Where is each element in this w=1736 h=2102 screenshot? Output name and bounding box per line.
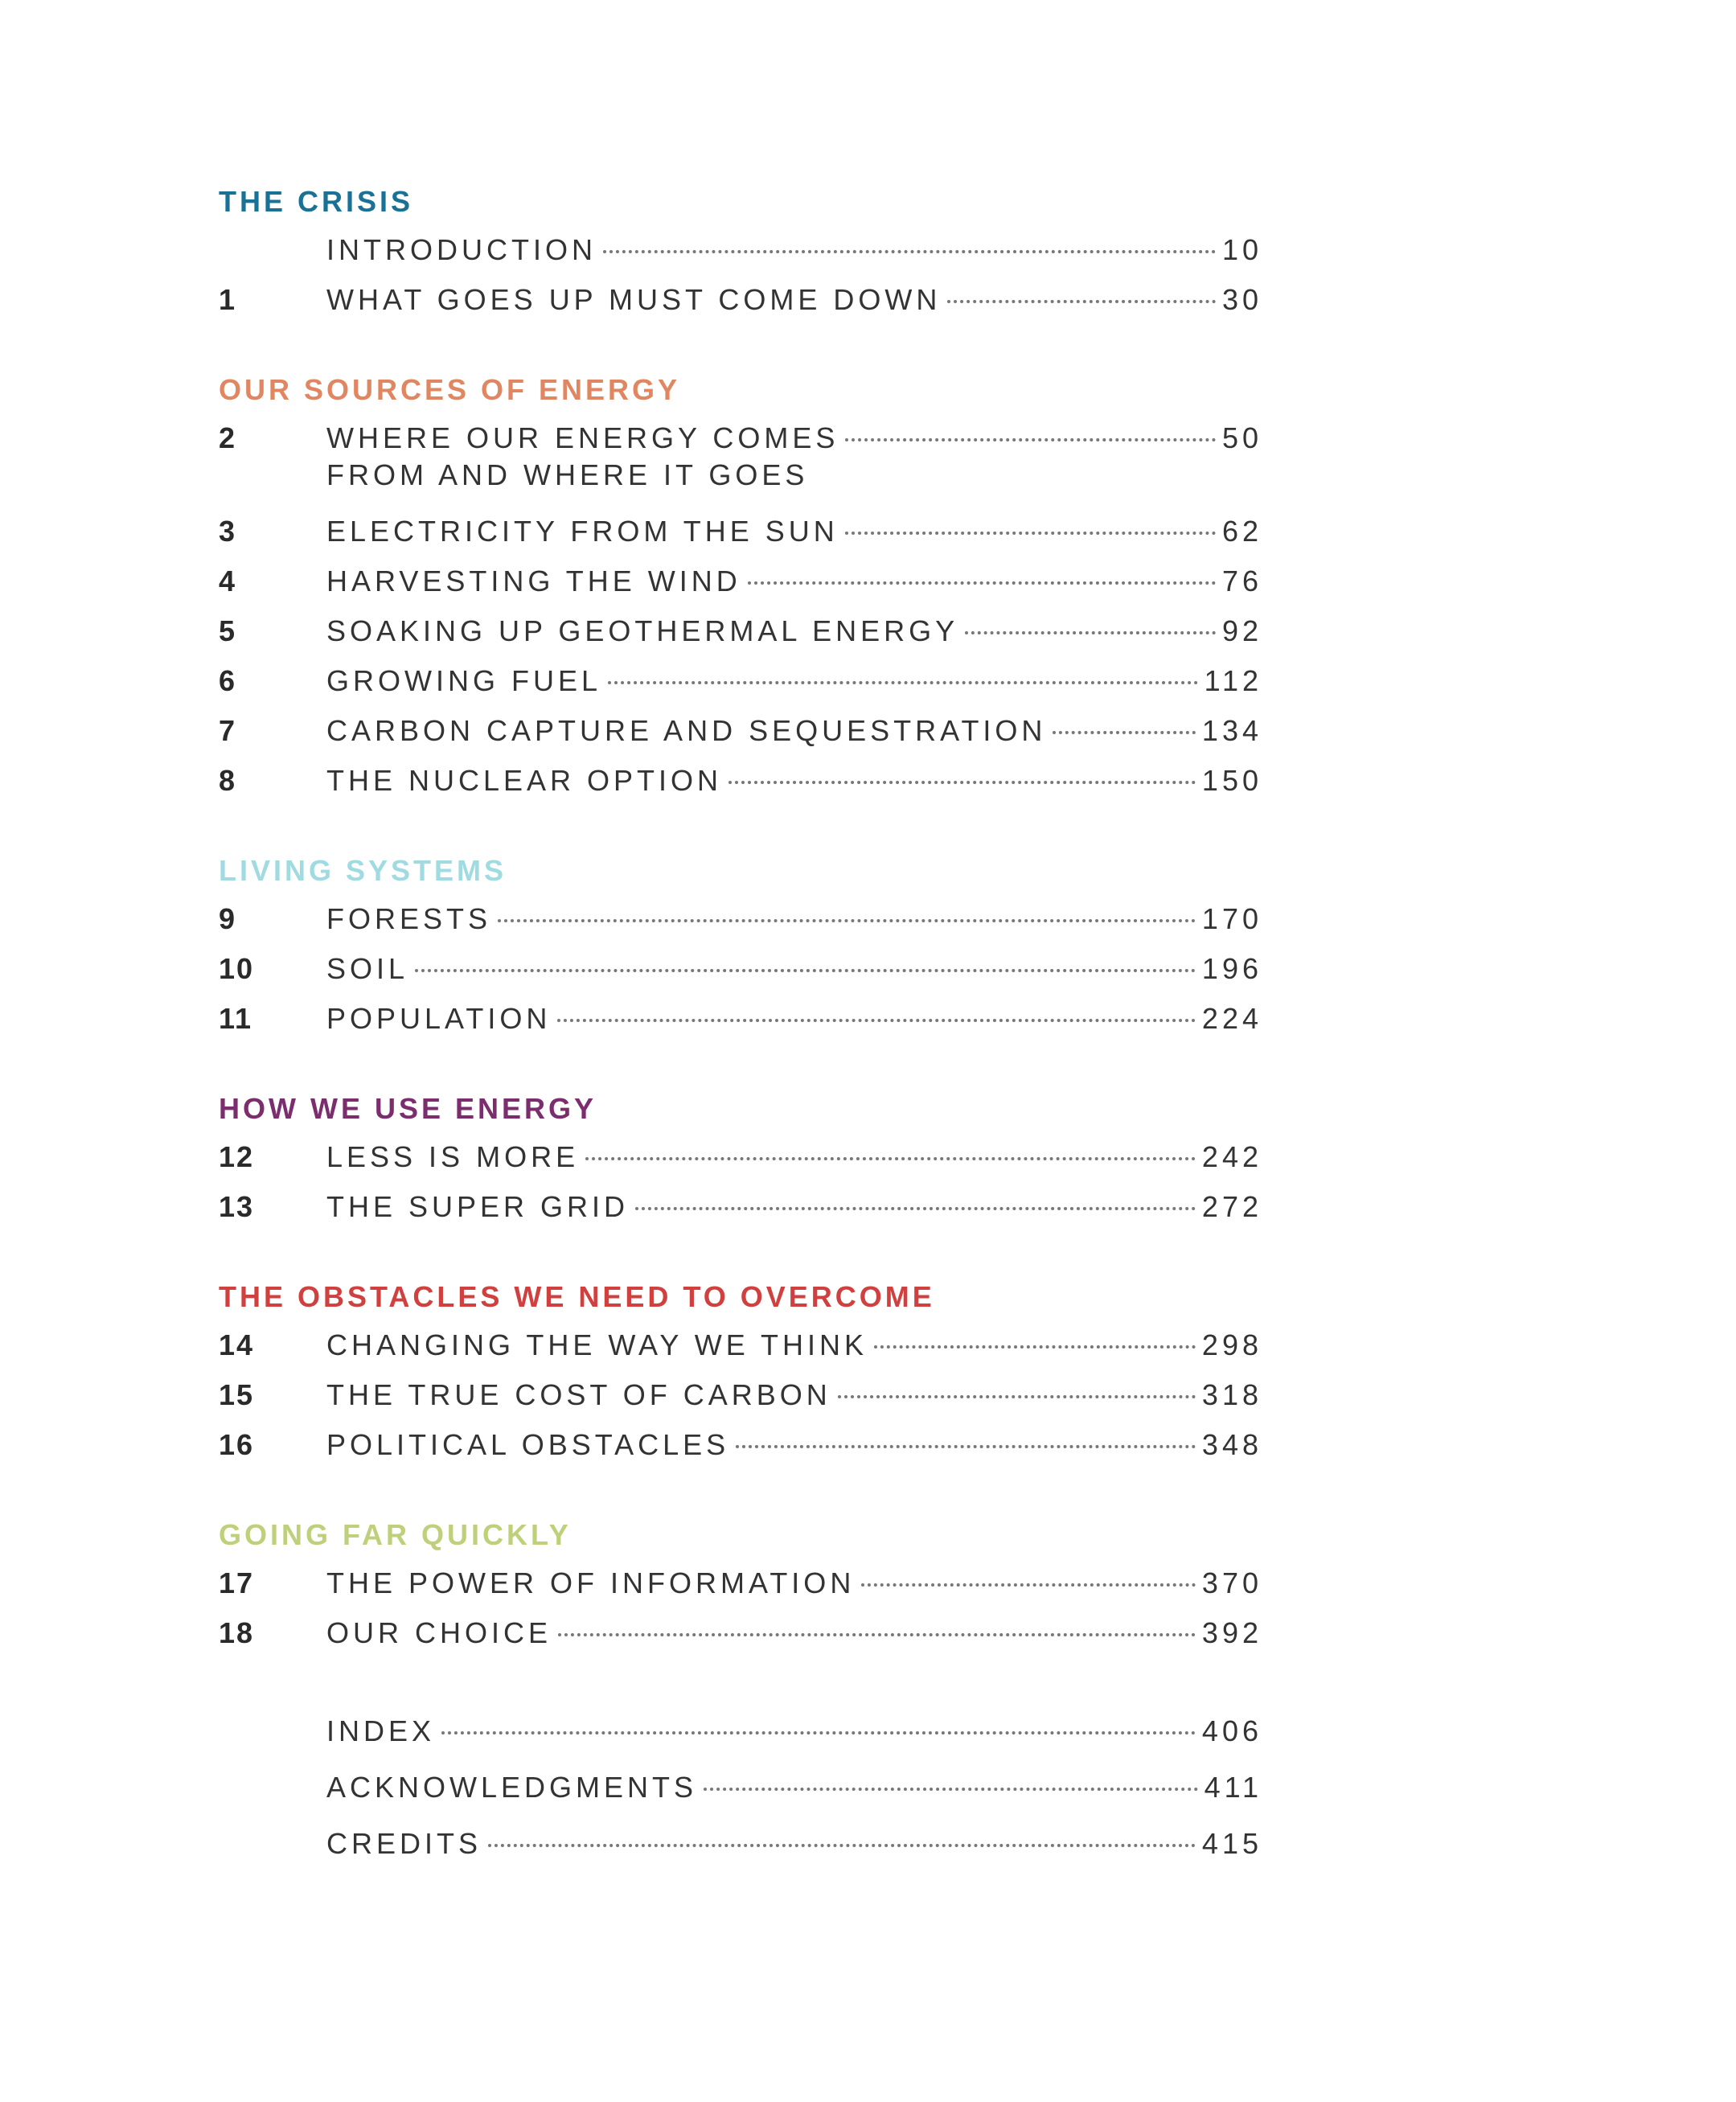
page-number: 10 [1221,233,1262,266]
toc-entry[interactable] [219,225,1262,275]
toc-entry[interactable] [219,1370,1262,1420]
chapter-title: HARVESTING THE WIND [326,565,741,597]
toc-entry[interactable] [219,944,1262,994]
chapter-number: 12 [219,1140,255,1173]
back-matter [219,1703,1262,1872]
page-number: 392 [1201,1616,1262,1649]
chapter-number: 4 [219,565,237,597]
section-living-systems [219,851,1262,1044]
page-number: 30 [1221,283,1262,316]
toc-entry[interactable] [219,706,1262,756]
page-number: 76 [1221,565,1262,597]
chapter-title: THE SUPER GRID [326,1190,630,1223]
dot-leader [608,681,1198,684]
toc-entry[interactable] [219,413,1262,457]
chapter-title: WHERE OUR ENERGY COMES [326,421,839,454]
chapter-number: 7 [219,714,237,747]
page-number: 92 [1221,614,1262,647]
section-the-crisis [219,182,1262,325]
chapter-number: 8 [219,764,237,797]
page-number: 298 [1201,1328,1262,1361]
toc-entry[interactable] [219,1320,1262,1370]
chapter-number: 15 [219,1378,255,1411]
page-number: 411 [1204,1771,1262,1804]
toc-entry-credits[interactable] [219,1816,1262,1872]
section-title: GOING FAR QUICKLY [219,1518,572,1551]
section-going-far-quickly [219,1515,1262,1658]
chapter-number: 1 [219,283,237,316]
chapter-number: 3 [219,515,237,548]
chapter-number: 10 [219,952,255,985]
chapter-number: 17 [219,1566,255,1599]
chapter-title: THE TRUE COST OF CARBON [326,1378,831,1411]
dot-leader [635,1207,1196,1210]
toc-entry[interactable] [219,894,1262,944]
chapter-title: OUR CHOICE [326,1616,552,1649]
chapter-title: POLITICAL OBSTACLES [326,1428,730,1461]
page-number: 348 [1201,1428,1262,1461]
chapter-number: 9 [219,902,237,935]
chapter-title: CHANGING THE WAY WE THINK [326,1328,868,1361]
dot-leader [558,1633,1196,1636]
toc-entry[interactable] [219,656,1262,706]
section-title: HOW WE USE ENERGY [219,1092,597,1125]
entry-title: ACKNOWLEDGMENTS [326,1771,698,1804]
dot-leader [861,1583,1196,1587]
dot-leader [965,631,1216,634]
chapter-title: ELECTRICITY FROM THE SUN [326,515,839,548]
toc-entry[interactable] [219,1182,1262,1232]
toc-entry[interactable] [219,756,1262,806]
page-number: 318 [1201,1378,1262,1411]
dot-leader [736,1445,1196,1448]
chapter-title: CARBON CAPTURE AND SEQUESTRATION [326,714,1047,747]
page-number: 272 [1201,1190,1262,1223]
section-title: THE CRISIS [219,185,414,218]
chapter-number: 6 [219,664,237,697]
section-our-sources-of-energy [219,370,1262,806]
page-number: 112 [1204,664,1262,697]
dot-leader [415,969,1196,972]
dot-leader [838,1395,1196,1398]
toc-entry-index[interactable] [219,1703,1262,1759]
page-number: 50 [1221,421,1262,454]
section-how-we-use-energy [219,1089,1262,1232]
section-title: LIVING SYSTEMS [219,854,507,887]
toc-entry[interactable] [219,606,1262,656]
page-number: 150 [1201,764,1262,797]
chapter-title: FORESTS [326,902,492,935]
page-number: 62 [1221,515,1262,548]
chapter-number: 18 [219,1616,255,1649]
toc-entry[interactable] [219,507,1262,556]
dot-leader [874,1345,1196,1349]
chapter-title: POPULATION [326,1002,552,1035]
chapter-title: SOAKING UP GEOTHERMAL ENERGY [326,614,959,647]
toc-entry[interactable] [219,1132,1262,1182]
toc-entry[interactable] [219,1558,1262,1608]
toc-entry[interactable] [219,1608,1262,1658]
dot-leader [704,1788,1198,1791]
section-title: OUR SOURCES OF ENERGY [219,373,681,406]
dot-leader [441,1731,1196,1735]
table-of-contents [219,182,1262,1917]
chapter-title: THE POWER OF INFORMATION [326,1566,856,1599]
chapter-title: GROWING FUEL [326,664,602,697]
section-title: THE OBSTACLES WE NEED TO OVERCOME [219,1280,935,1313]
dot-leader [488,1844,1196,1847]
page-number: 196 [1201,952,1262,985]
page-number: 406 [1201,1714,1262,1747]
chapter-title: LESS IS MORE [326,1140,580,1173]
dot-leader [498,919,1196,922]
chapter-number: 13 [219,1190,255,1223]
chapter-title-continued: FROM AND WHERE IT GOES [326,458,809,491]
page-number: 134 [1201,714,1262,747]
page-number: 370 [1201,1566,1262,1599]
chapter-number: 14 [219,1328,255,1361]
toc-entry-acknowledgments[interactable] [219,1759,1262,1816]
page-number: 415 [1201,1827,1262,1860]
dot-leader [748,581,1216,585]
page-number: 224 [1201,1002,1262,1035]
entry-title: INDEX [326,1714,436,1747]
toc-entry[interactable] [219,994,1262,1044]
chapter-number: 2 [219,421,237,454]
dot-leader [728,781,1196,784]
dot-leader [845,438,1216,441]
chapter-title: THE NUCLEAR OPTION [326,764,723,797]
chapter-number: 16 [219,1428,255,1461]
dot-leader [557,1019,1196,1022]
dot-leader [603,250,1216,253]
entry-title: CREDITS [326,1827,482,1860]
chapter-title: WHAT GOES UP MUST COME DOWN [326,283,942,316]
toc-entry[interactable] [219,1420,1262,1470]
dot-leader [845,532,1216,535]
dot-leader [1053,731,1195,734]
chapter-number: 11 [219,1002,253,1035]
page-number: 242 [1201,1140,1262,1173]
chapter-title: SOIL [326,952,409,985]
toc-entry[interactable] [219,275,1262,325]
chapter-number: 5 [219,614,237,647]
dot-leader [947,300,1216,303]
dot-leader [585,1157,1196,1160]
section-the-obstacles [219,1277,1262,1470]
toc-entry[interactable] [219,556,1262,606]
page-number: 170 [1201,902,1262,935]
chapter-title: INTRODUCTION [326,233,597,266]
